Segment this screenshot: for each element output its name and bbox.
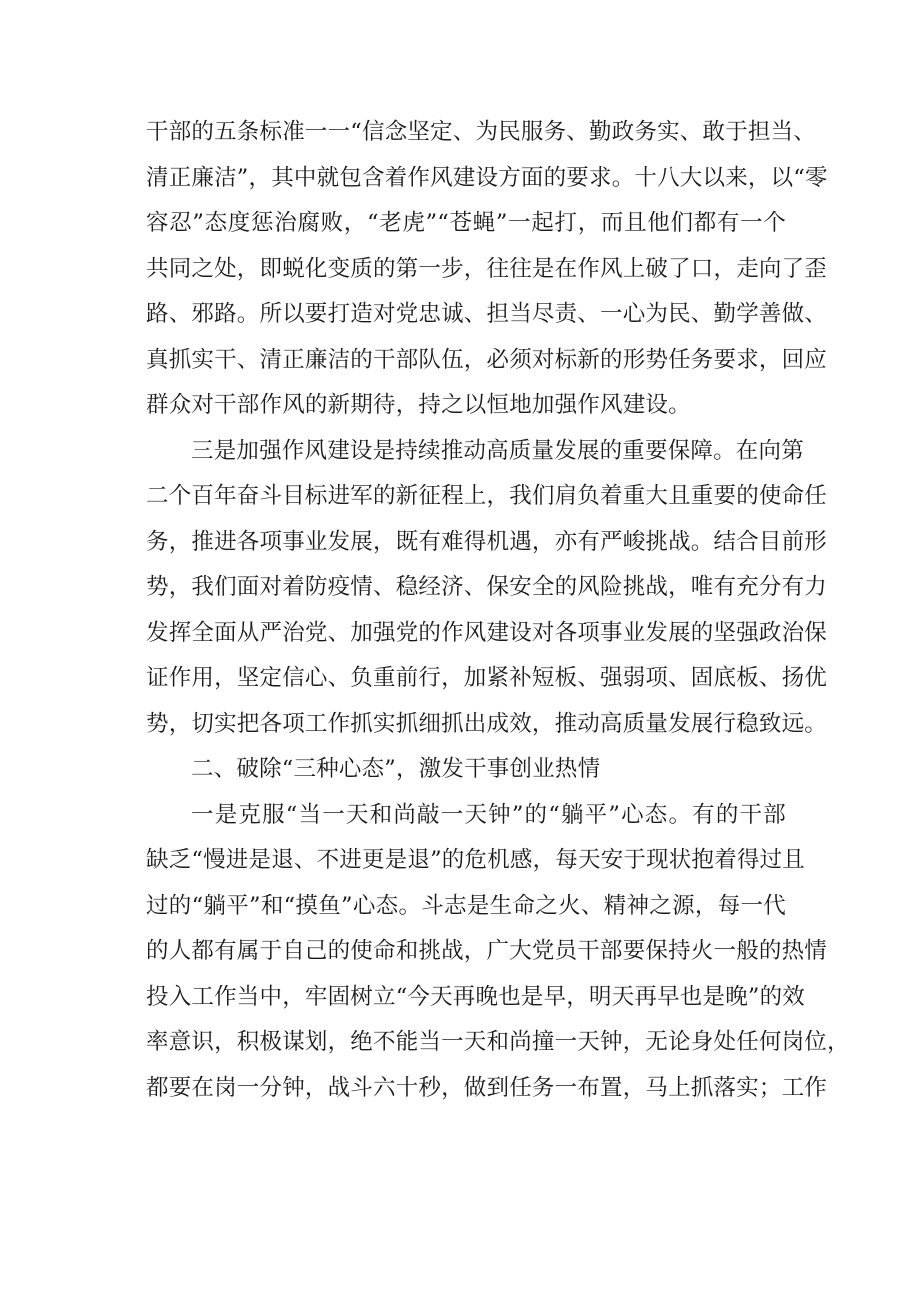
text-line: 路、邪路。所以要打造对党忠诚、担当尽责、一心为民、勤学善做、: [146, 301, 828, 327]
paragraph-2: [146, 429, 828, 748]
text-line: 共同之处，即蜕化变质的第一步，往往是在作风上破了口，走向了歪: [146, 255, 828, 282]
text-line: 投入工作当中，牢固树立“今天再晚也是早，明天再早也是晚”的效: [146, 983, 806, 1010]
section-heading: [146, 747, 786, 793]
text-line: 率意识，积极谋划，绝不能当一天和尚撞一天钟，无论身处任何岗位，: [146, 1029, 850, 1055]
text-line: 的人都有属于自己的使命和挑战，广大党员干部要保持火一般的热情: [146, 938, 828, 964]
text-line: 缺乏“慢进是退、不进更是退”的危机感，每天安于现状抱着得过且: [146, 847, 806, 873]
section-heading-text: 二、破除“三种心态”，激发干事创业热情: [191, 756, 601, 782]
text-line: 二个百年奋斗目标进军的新征程上，我们肩负着重大且重要的使命任: [146, 483, 828, 509]
text-line: 容忍”态度惩治腐败，“老虎”“苍蝇”一起打，而且他们都有一个: [146, 210, 786, 236]
text-line: 证作用，坚定信心、负重前行，加紧补短板、强弱项、固底板、扬优: [146, 665, 828, 691]
text-line: 发挥全面从严治党、加强党的作风建设对各项事业发展的坚强政治保: [146, 619, 828, 646]
document-body: [146, 110, 850, 1111]
text-line: 势，我们面对着防疫情、稳经济、保安全的风险挑战，唯有充分有力: [146, 574, 828, 600]
paragraph-1: [146, 110, 828, 429]
text-line: 过的“躺平”和“摸鱼”心态。斗志是生命之火、精神之源，每一代: [146, 892, 786, 919]
paragraph-4: [146, 793, 850, 1112]
text-line: 群众对干部作风的新期待，持之以恒地加强作风建设。: [146, 392, 691, 418]
text-line: 势，切实把各项工作抓实抓细抓出成效，推动高质量发展行稳致远。: [146, 710, 828, 737]
text-line: 真抓实干、清正廉洁的干部队伍，必须对标新的形势任务要求，回应: [146, 346, 828, 373]
text-line: 一是克服“当一天和尚敲一天钟”的“躺平”心态。有的干部: [191, 801, 786, 828]
text-line: 三是加强作风建设是持续推动高质量发展的重要保障。在向第: [191, 437, 804, 464]
text-line: 务，推进各项事业发展，既有难得机遇，亦有严峻挑战。结合目前形: [146, 528, 828, 555]
text-line: 干部的五条标准一一“信念坚定、为民服务、勤政务实、敢于担当、: [146, 119, 817, 145]
text-line: 都要在岗一分钟，战斗六十秒，做到任务一布置，马上抓落实；工作: [146, 1074, 828, 1101]
text-line: 清正廉洁”，其中就包含着作风建设方面的要求。十八大以来，以“零: [146, 164, 828, 191]
